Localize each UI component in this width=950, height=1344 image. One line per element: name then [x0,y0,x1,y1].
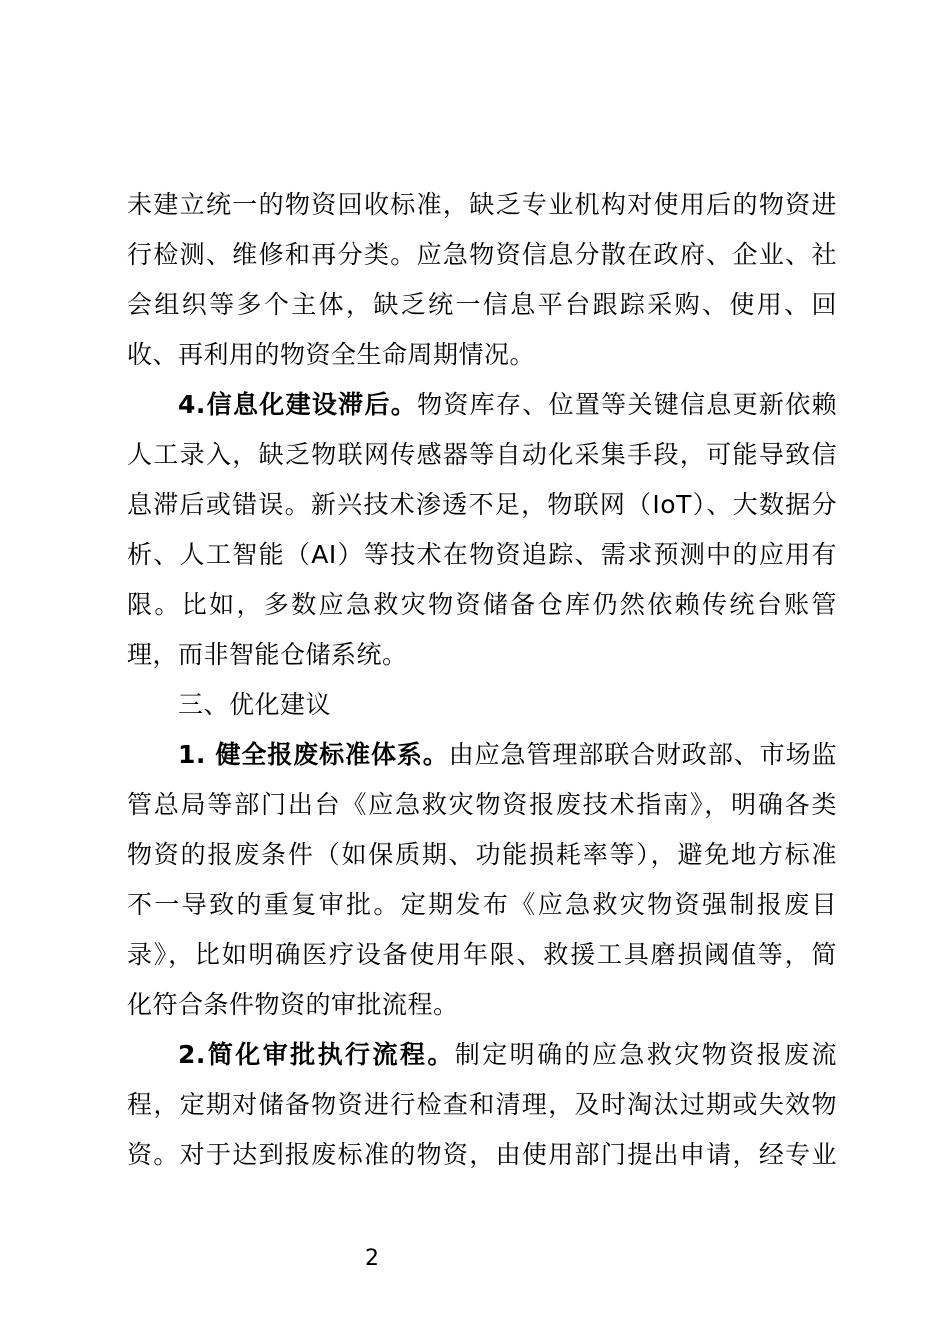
paragraph-3-line-2: 管总局等部门出台《应急救灾物资报废技术指南》，明确各类 [127,790,837,819]
paragraph-2-line-4: 析、人工智能（AI）等技术在物资追踪、需求预测中的应用有 [127,540,837,569]
paragraph-3-line-5: 录》，比如明确医疗设备使用年限、救援工具磨损阈值等，简 [127,940,837,969]
paragraph-2-line-3: 息滞后或错误。新兴技术渗透不足，物联网（IoT）、大数据分 [127,490,837,519]
paragraph-1-line-2: 行检测、维修和再分类。应急物资信息分散在政府、企业、社 [127,240,837,269]
paragraph-3-heading: 1. 健全报废标准体系。 [178,740,449,769]
paragraph-1-line-4: 收、再利用的物资全生命周期情况。 [127,340,536,369]
paragraph-2-line-6: 理，而非智能仓储系统。 [127,640,408,669]
paragraph-4-line-3: 资。对于达到报废标准的物资，由使用部门提出申请，经专业 [127,1140,837,1169]
paragraph-2-line-1-text: 物资库存、位置等关键信息更新依赖 [417,390,837,419]
paragraph-2-heading: 4.信息化建设滞后。 [178,390,418,419]
paragraph-1-line-1: 未建立统一的物资回收标准，缺乏专业机构对使用后的物资进 [127,190,837,219]
paragraph-2-line-1 [178,380,837,430]
paragraph-4-line-2: 程，定期对储备物资进行检查和清理，及时淘汰过期或失效物 [127,1090,837,1119]
paragraph-3-line-1 [178,730,837,780]
page-number: 2 [365,1246,379,1271]
paragraph-3-line-6: 化符合条件物资的审批流程。 [127,990,459,1019]
paragraph-1-line-3: 会组织等多个主体，缺乏统一信息平台跟踪采购、使用、回 [127,290,837,319]
paragraph-4-line-1 [178,1030,837,1080]
paragraph-4-line-1-text: 制定明确的应急救灾物资报废流 [454,1040,837,1069]
paragraph-2-line-2: 人工录入，缺乏物联网传感器等自动化采集手段，可能导致信 [127,440,837,469]
paragraph-4-heading: 2.简化审批执行流程。 [178,1040,455,1069]
section-heading: 三、优化建议 [178,690,332,719]
paragraph-3-line-1-text: 由应急管理部联合财政部、市场监 [448,740,837,769]
paragraph-2-line-5: 限。比如，多数应急救灾物资储备仓库仍然依赖传统台账管 [127,590,837,619]
paragraph-3-line-3: 物资的报废条件（如保质期、功能损耗率等），避免地方标准 [127,840,837,869]
paragraph-3-line-4: 不一导致的重复审批。定期发布《应急救灾物资强制报废目 [127,890,837,919]
